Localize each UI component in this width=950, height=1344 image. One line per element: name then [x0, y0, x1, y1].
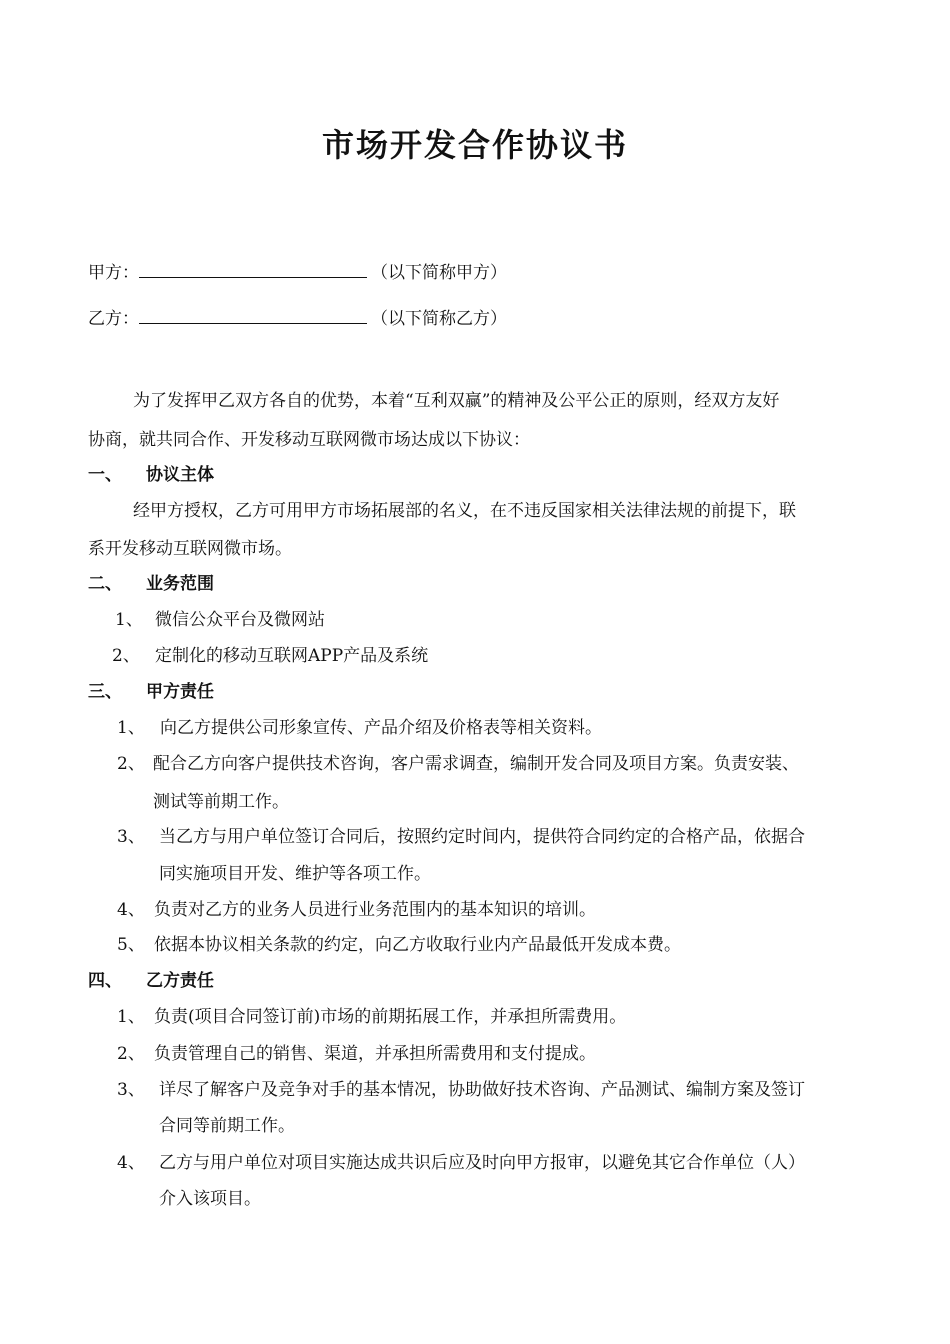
section-heading-1	[88, 460, 214, 485]
list-item	[117, 1002, 626, 1027]
list-item	[117, 713, 602, 738]
party-a-note: （以下简称甲方）	[371, 263, 507, 283]
section-heading-3	[88, 677, 214, 702]
party-a-label: 甲方：	[88, 263, 139, 283]
list-item	[117, 749, 799, 774]
section-heading-4	[88, 966, 214, 991]
item-number: 1、	[117, 1007, 145, 1027]
item-text: 详尽了解客户及竞争对手的基本情况，协助做好技术咨询、产品测试、编制方案及签订	[159, 1080, 805, 1100]
party-b-line	[88, 304, 507, 329]
item-number: 3、	[117, 1080, 145, 1100]
item-text: 定制化的移动互联网APP产品及系统	[155, 646, 429, 666]
section-heading-2	[88, 569, 214, 594]
item-number: 2、	[117, 1044, 145, 1064]
list-item	[115, 605, 325, 630]
item-text: 依据本协议相关条款的约定，向乙方收取行业内产品最低开发成本费。	[154, 935, 681, 955]
list-item	[112, 641, 428, 666]
item-text: 负责管理自己的销售、渠道，并承担所需费用和支付提成。	[154, 1044, 596, 1064]
list-item-continuation: 同实施项目开发、维护等各项工作。	[159, 864, 431, 884]
document-title: 市场开发合作协议书	[321, 126, 628, 164]
list-item	[117, 1148, 805, 1173]
section-title: 乙方责任	[146, 971, 214, 991]
intro-line-1: 为了发挥甲乙双方各自的优势，本着“互利双赢”的精神及公平公正的原则，经双方友好	[133, 391, 780, 411]
item-number: 2、	[112, 646, 140, 666]
list-item	[117, 930, 681, 955]
item-number: 5、	[117, 935, 145, 955]
item-number: 1、	[117, 718, 145, 738]
section-number: 四、	[88, 971, 122, 991]
list-item	[117, 822, 805, 847]
party-a-line	[88, 258, 507, 283]
party-b-label: 乙方：	[88, 309, 139, 329]
section-1-text-line-2: 系开发移动互联网微市场。	[88, 539, 292, 559]
intro-line-2: 协商，就共同合作、开发移动互联网微市场达成以下协议：	[88, 430, 530, 450]
item-number: 3、	[117, 827, 145, 847]
item-text: 负责对乙方的业务人员进行业务范围内的基本知识的培训。	[154, 900, 596, 920]
section-1-text-line-1: 经甲方授权，乙方可用甲方市场拓展部的名义，在不违反国家相关法律法规的前提下，联	[133, 501, 796, 521]
item-number: 4、	[117, 900, 145, 920]
item-text: 乙方与用户单位对项目实施达成共识后应及时向甲方报审，以避免其它合作单位（人）	[159, 1153, 805, 1173]
section-title: 甲方责任	[146, 682, 214, 702]
list-item-continuation: 合同等前期工作。	[159, 1116, 295, 1136]
section-title: 协议主体	[146, 465, 214, 485]
item-text: 当乙方与用户单位签订合同后，按照约定时间内，提供符合同约定的合格产品，依据合	[159, 827, 805, 847]
list-item	[117, 895, 596, 920]
list-item-continuation: 介入该项目。	[159, 1189, 261, 1209]
item-number: 4、	[117, 1153, 145, 1173]
item-number: 1、	[115, 610, 143, 630]
list-item	[117, 1039, 596, 1064]
section-title: 业务范围	[146, 574, 214, 594]
section-number: 二、	[88, 574, 122, 594]
list-item-continuation: 测试等前期工作。	[153, 792, 289, 812]
item-text: 向乙方提供公司形象宣传、产品介绍及价格表等相关资料。	[160, 718, 602, 738]
section-number: 一、	[88, 465, 122, 485]
party-b-blank	[139, 307, 367, 324]
party-a-blank	[139, 261, 367, 278]
item-text: 配合乙方向客户提供技术咨询，客户需求调查，编制开发合同及项目方案。负责安装、	[153, 754, 799, 774]
party-b-note: （以下简称乙方）	[371, 309, 507, 329]
section-number: 三、	[88, 682, 122, 702]
list-item	[117, 1075, 805, 1100]
item-text: 负责(项目合同签订前)市场的前期拓展工作，并承担所需费用。	[154, 1007, 627, 1027]
item-number: 2、	[117, 754, 145, 774]
item-text: 微信公众平台及微网站	[155, 610, 325, 630]
